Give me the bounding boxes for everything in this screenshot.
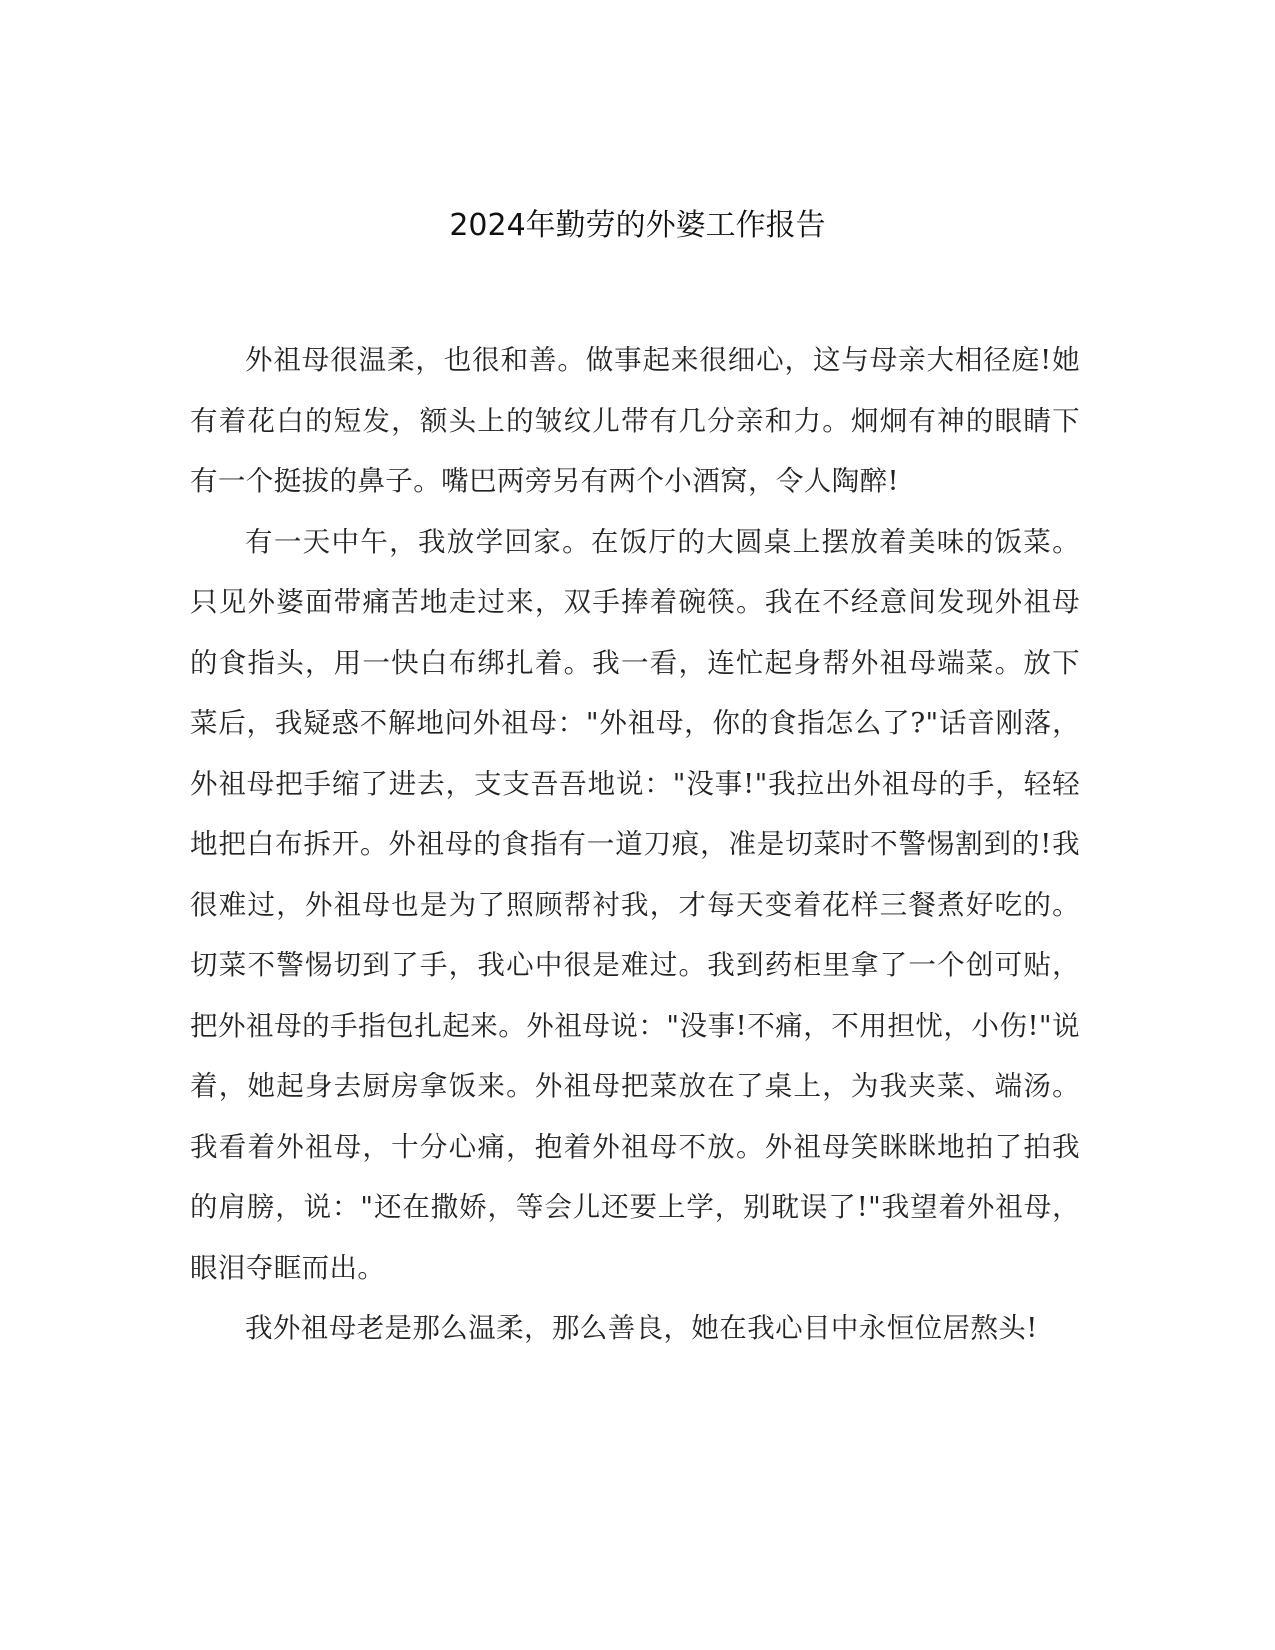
paragraph-description: 外祖母很温柔，也很和善。做事起来很细心，这与母亲大相径庭!她有着花白的短发，额头上的皱纹儿带有几分亲和力。炯炯有神的眼睛下有一个挺拔的鼻子。嘴巴两旁另有两个小酒窝，令人陶醉!	[190, 344, 1080, 497]
paragraph-story: 有一天中午，我放学回家。在饭厅的大圆桌上摆放着美味的饭菜。只见外婆面带痛苦地走过来，双手捧着碗筷。我在不经意间发现外祖母的食指头，用一快白布绑扎着。我一看，连忙起身帮外祖母端菜。放下菜后，我疑惑不解地问外祖母："外祖母，你的食指怎么了?"话音刚落，外祖母把手缩了进去，支支吾吾地说："没事!"我拉出外祖母的手，轻轻地把白布拆开。外祖母的食指有一道刀痕，准是切菜时不警惕割到的!我很难过，外祖母也是为了照顾帮衬我，才每天变着花样三餐煮好吃的。切菜不警惕切到了手，我心中很是难过。我到药柜里拿了一个创可贴，把外祖母的手指包扎起来。外祖母说："没事!不痛，不用担忧，小伤!"说着，她起身去厨房拿饭来。外祖母把菜放在了桌上，为我夹菜、端汤。我看着外祖母，十分心痛，抱着外祖母不放。外祖母笑眯眯地拍了拍我的肩膀，说："还在撒娇，等会儿还要上学，别耽误了!"我望着外祖母，眼泪夺眶而出。	[190, 525, 1080, 1284]
paragraph-conclusion: 我外祖母老是那么温柔，那么善良，她在我心目中永恒位居熬头!	[245, 1312, 1038, 1344]
document-title: 2024年勤劳的外婆工作报告	[449, 208, 826, 243]
document-body	[190, 330, 1080, 1359]
